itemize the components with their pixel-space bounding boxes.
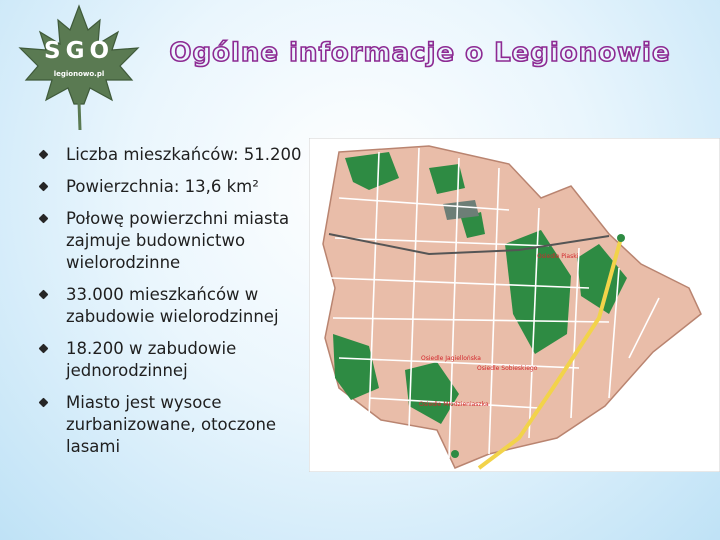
bullet-icon [39,182,49,192]
city-map [309,138,720,472]
logo-url: legionowo.pl [53,70,105,78]
bullet-icon [39,398,49,408]
bullet-item [40,208,320,274]
bullet-icon [39,214,49,224]
map-label: Osiedle Sobieskiego [477,365,538,372]
sgo-logo [14,4,144,132]
bullet-item [40,338,320,382]
bullet-item [40,284,320,328]
bullet-text: Powierzchnia: 13,6 km² [66,177,259,196]
bullet-item [40,392,320,458]
bullet-text: Liczba mieszkańców: 51.200 [66,145,302,164]
bullet-item [40,144,320,166]
bullet-item [40,176,320,198]
maple-leaf-icon [14,4,144,132]
map-label: Osiedle Młodzieniaszka [419,401,489,408]
bullet-icon [39,290,49,300]
bullet-icon [39,150,49,160]
station-marker [451,450,459,458]
bullet-list [40,144,320,468]
logo-text: SGO [44,38,114,64]
page-title: Ogólne informacje o Legionowie [169,38,671,68]
map-label: Osiedle Jagiellońska [421,355,481,362]
map-label: Osiedle Piaski [537,253,579,260]
bullet-icon [39,344,49,354]
bullet-text: 33.000 mieszkańców w zabudowie wielorodzinnej [66,285,279,326]
bullet-text: Miasto jest wysoce zurbanizowane, otoczone lasami [66,393,277,456]
city-map-image [309,138,720,472]
bullet-text: Połowę powierzchni miasta zajmuje budownictwo wielorodzinne [66,209,290,272]
bullet-text: 18.200 w zabudowie jednorodzinnej [66,339,237,380]
station-marker [617,234,625,242]
